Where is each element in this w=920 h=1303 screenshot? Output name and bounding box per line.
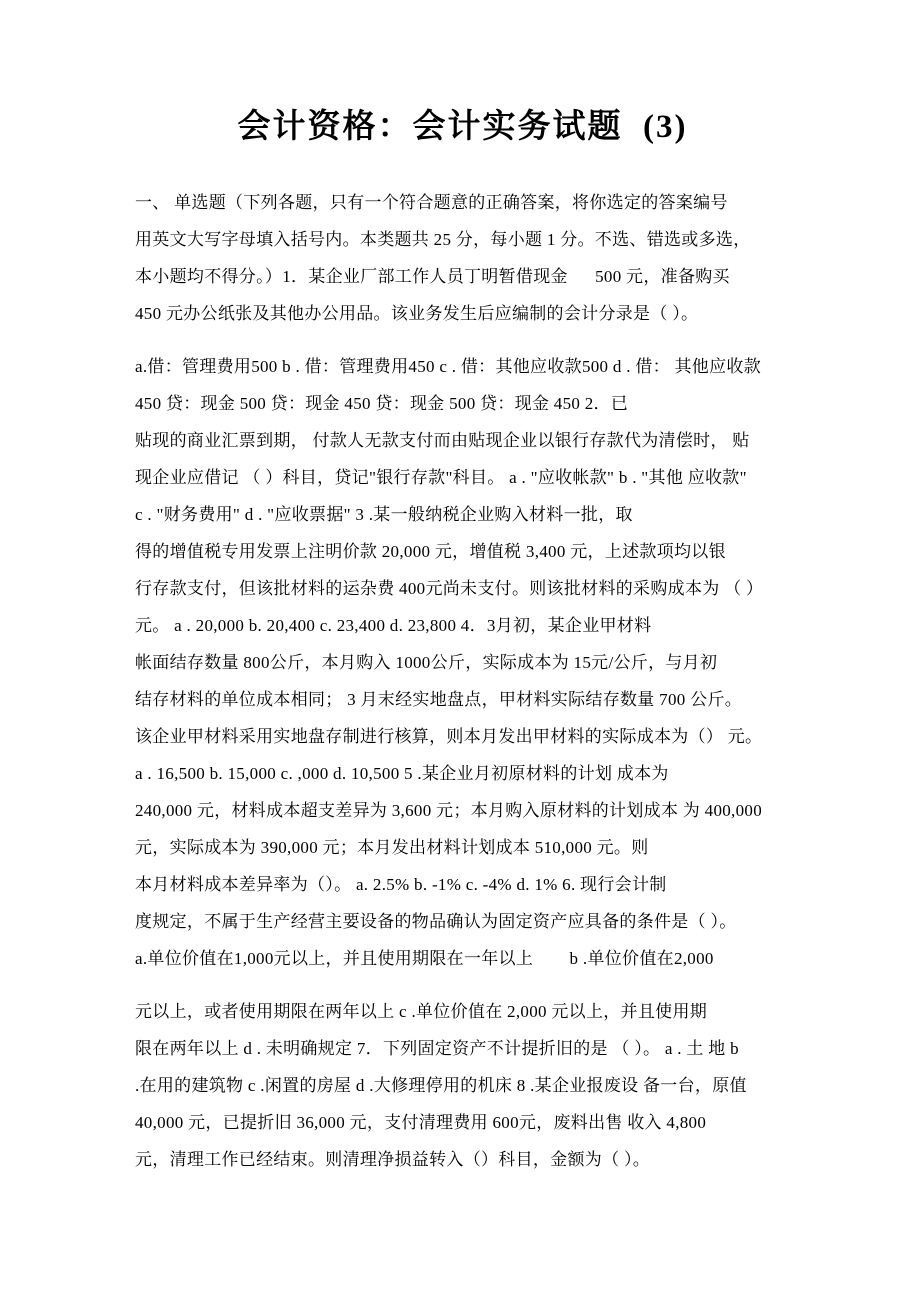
text-line: 帐面结存数量 800公斤，本月购入 1000公斤，实际成本为 15元/公斤，与月初 <box>135 653 718 672</box>
text-line: 本小题均不得分。）1．某企业厂部工作人员丁明暂借现金 500 元，准备购买 <box>135 267 730 286</box>
text-line: 240,000 元，材料成本超支差异为 3,600 元；本月购入原材料的计划成本 为 400,000 <box>135 801 762 820</box>
text-line: 450 贷：现金 500 贷：现金 450 贷：现金 500 贷：现金 450 2．已 <box>135 394 629 413</box>
text-line: 用英文大写字母填入括号内。本类题共 25 分，每小题 1 分。不选、错选或多选， <box>135 230 751 249</box>
text-line: .在用的建筑物 c .闲置的房屋 d .大修理停用的机床 8 .某企业报废设 备一台，原值 <box>135 1076 747 1095</box>
text-line: 450 元办公纸张及其他办公用品。该业务发生后应编制的会计分录是（ ）。 <box>135 304 699 323</box>
text-line: 一、 单选题（下列各题，只有一个符合题意的正确答案，将你选定的答案编号 <box>135 193 728 212</box>
text-line: 度规定，不属于生产经营主要设备的物品确认为固定资产应具备的条件是（ ）。 <box>135 912 737 931</box>
text-line: 现企业应借记 （ ）科目，贷记"银行存款"科目。 a . "应收帐款" b . "其他 应收款" <box>135 468 747 487</box>
text-line: 元。 a . 20,000 b. 20,400 c. 23,400 d. 23,800 4．3月初，某企业甲材料 <box>135 616 652 635</box>
text-line: 该企业甲材料采用实地盘存制进行核算，则本月发出甲材料的实际成本为（） 元。 <box>135 727 763 746</box>
text-line: 元以上，或者使用期限在两年以上 c .单位价值在 2,000 元以上，并且使用期 <box>135 1002 708 1021</box>
text-line: 40,000 元，已提折旧 36,000 元，支付清理费用 600元，废料出售 收入 4,800 <box>135 1113 707 1132</box>
paragraph-block <box>135 993 790 1178</box>
text-line: 限在两年以上 d . 未明确规定 7．下列固定资产不计提折旧的是 （ ）。 a . 土 地 b <box>135 1039 739 1058</box>
document-body <box>135 184 790 1178</box>
text-line: a.借：管理费用500 b . 借：管理费用450 c . 借：其他应收款500 d . 借： 其他应收款 <box>135 357 761 376</box>
text-line: 行存款支付，但该批材料的运杂费 400元尚未支付。则该批材料的采购成本为 （ ） <box>135 579 764 598</box>
paragraph-block <box>135 184 790 332</box>
text-line: 结存材料的单位成本相同； 3 月末经实地盘点，甲材料实际结存数量 700 公斤。 <box>135 690 742 709</box>
text-line: 贴现的商业汇票到期， 付款人无款支付而由贴现企业以银行存款代为清偿时， 贴 <box>135 431 750 450</box>
text-line: a . 16,500 b. 15,000 c. ,000 d. 10,500 5 .某企业月初原材料的计划 成本为 <box>135 764 669 783</box>
text-line: 元，实际成本为 390,000 元；本月发出材料计划成本 510,000 元。则 <box>135 838 649 857</box>
text-line: 元，清理工作已经结束。则清理净损益转入（）科目，金额为（ ）。 <box>135 1150 651 1169</box>
page-title: 会计资格：会计实务试题 (3) <box>237 109 688 145</box>
text-line: 本月材料成本差异率为（）。 a. 2.5% b. -1% c. -4% d. 1% 6. 现行会计制 <box>135 875 667 894</box>
paragraph-block <box>135 348 790 977</box>
text-line: a.单位价值在1,000元以上，并且使用期限在一年以上 b .单位价值在2,000 <box>135 949 714 968</box>
text-line: 得的增值税专用发票上注明价款 20,000 元，增值税 3,400 元，上述款项均以银 <box>135 542 726 561</box>
text-line: c . "财务费用" d . "应收票据" 3 .某一般纳税企业购入材料一批，取 <box>135 505 633 524</box>
